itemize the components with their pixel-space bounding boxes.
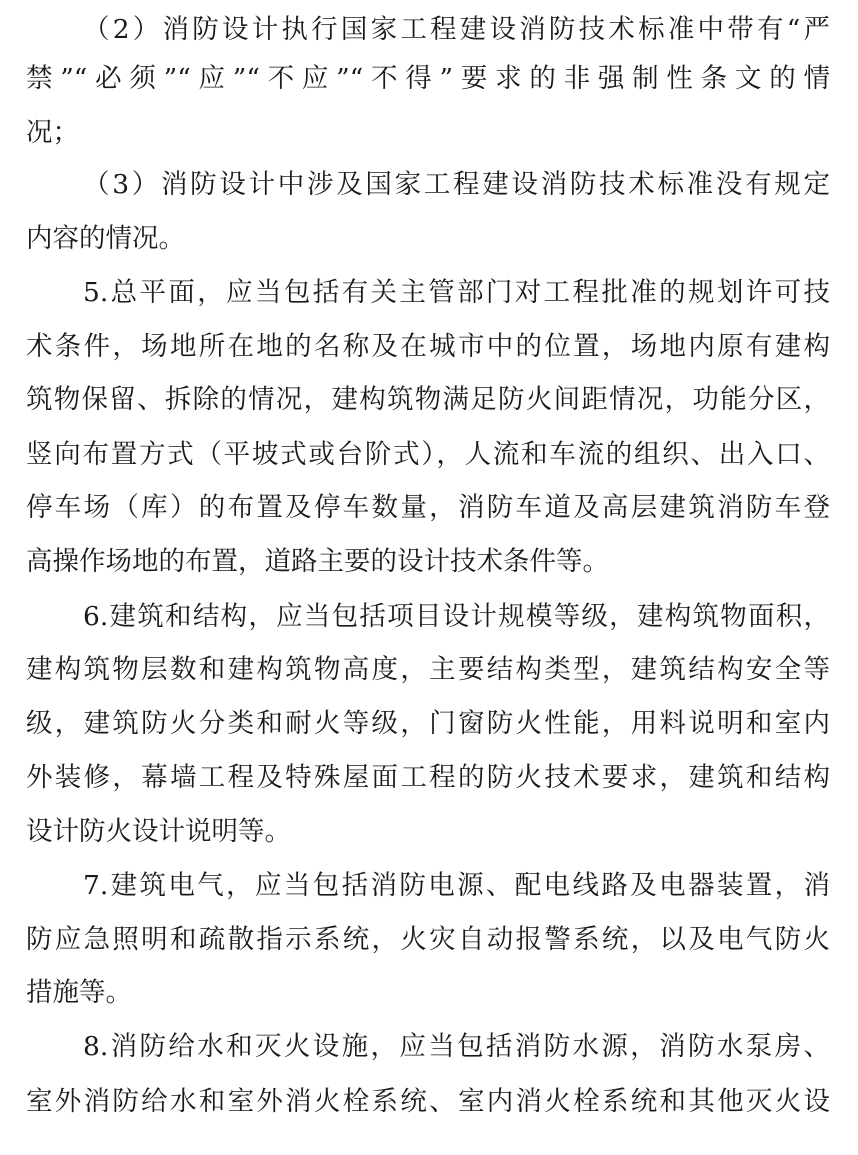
text-line: 5.总平面，应当包括有关主管部门对工程批准的规划许可技: [83, 277, 830, 308]
text-line: 建构筑物层数和建构筑物高度，主要结构类型，建筑结构安全等: [26, 654, 830, 685]
text-line: 况；: [26, 117, 79, 148]
text-line: 室外消防给水和室外消火栓系统、室内消火栓系统和其他灭火设: [26, 1086, 830, 1117]
text-line: 高操作场地的布置，道路主要的设计技术条件等。: [26, 546, 609, 577]
text-line: （2）消防设计执行国家工程建设消防技术标准中带有“严: [83, 14, 830, 45]
text-line: 防应急照明和疏散指示系统，火灾自动报警系统，以及电气防火: [26, 924, 830, 955]
text-line: 级，建筑防火分类和耐火等级，门窗防火性能，用料说明和室内: [26, 708, 830, 739]
text-line: 外装修，幕墙工程及特殊屋面工程的防火技术要求，建筑和结构: [26, 762, 830, 793]
text-line: 竖向布置方式（平坡式或台阶式），人流和车流的组织、出入口、: [26, 439, 830, 470]
text-line: 6.建筑和结构，应当包括项目设计规模等级，建构筑物面积，: [83, 601, 830, 632]
text-line: 禁”“必须”“应”“不应”“不得”要求的非强制性条文的情: [26, 63, 830, 94]
text-line: 停车场（库）的布置及停车数量，消防车道及高层建筑消防车登: [26, 492, 830, 523]
text-line: 措施等。: [26, 977, 132, 1008]
text-line: （3）消防设计中涉及国家工程建设消防技术标准没有规定: [83, 169, 830, 200]
text-line: 设计防火设计说明等。: [26, 816, 291, 847]
text-line: 内容的情况。: [26, 223, 185, 254]
text-line: 术条件，场地所在地的名称及在城市中的位置，场地内原有建构: [26, 331, 830, 362]
text-line: 7.建筑电气，应当包括消防电源、配电线路及电器装置，消: [83, 870, 830, 901]
text-line: 筑物保留、拆除的情况，建构筑物满足防火间距情况，功能分区，: [26, 384, 830, 415]
text-line: 8.消防给水和灭火设施，应当包括消防水源，消防水泵房、: [83, 1031, 830, 1062]
